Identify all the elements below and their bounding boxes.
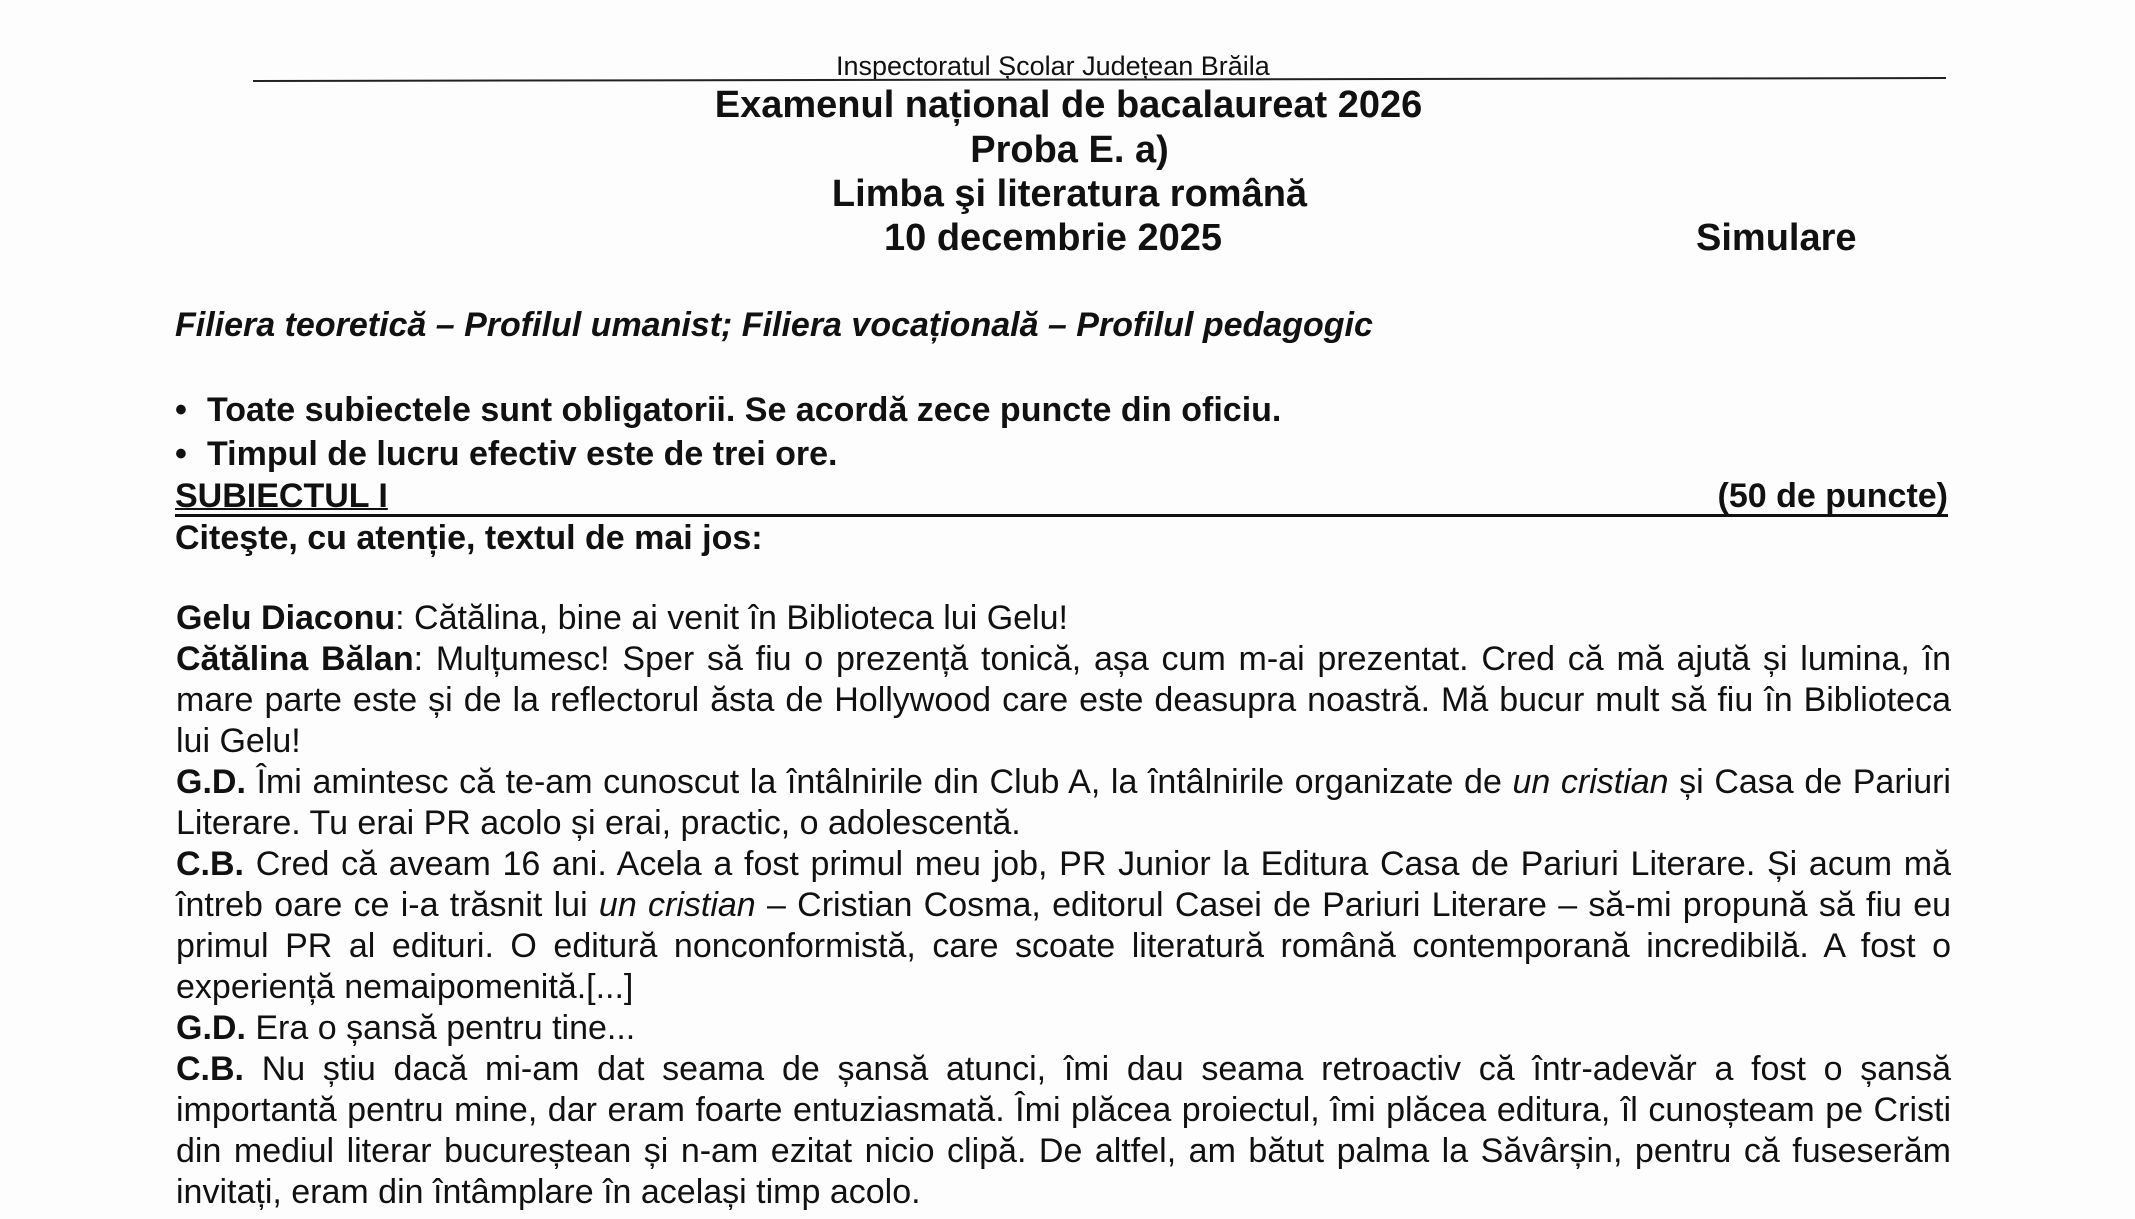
- dialogue-text-part: și Casa de Pariuri Literare. Tu erai PR acolo și erai, practic, o adolescentă.: [176, 763, 1951, 842]
- subject-header: [175, 474, 1948, 517]
- dialogue-text-part: Îmi amintesc că te-am cunoscut la întâlnirile din Club A, la întâlnirile organizate de: [245, 763, 1513, 801]
- exam-date: 10 decembrie 2025: [884, 217, 1223, 259]
- speaker-name: C.B.: [176, 1050, 244, 1088]
- speaker-name: Gelu Diaconu: [176, 599, 396, 637]
- simulation-tag: Simulare: [1696, 217, 1857, 259]
- dialogue-italic-name: un cristian: [598, 886, 756, 924]
- dialogue-line: [176, 1008, 1951, 1049]
- dialogue-line: [176, 639, 1951, 762]
- dialogue-line: [176, 844, 1951, 1008]
- dialogue-text-part: : Cătălina, bine ai venit în Biblioteca lui Gelu!: [395, 599, 1068, 637]
- dialogue-text-part: : Mulțumesc! Sper să fiu o prezență tonică, așa cum m-ai prezentat. Cred că mă ajută și lumina, în mare parte este și de la reflectorul ăsta de Hollywood care este deasupra noastră. Mă bucur mult să fiu în Biblioteca lui Gelu!: [176, 640, 1951, 760]
- dialogue-line: [176, 762, 1951, 844]
- speaker-name: C.B.: [176, 845, 244, 883]
- dialogue-text-part: Nu știu dacă mi-am dat seama de șansă atunci, îmi dau seama retroactiv că într-adevăr a fost o șansă importantă pentru mine, dar eram foarte entuziasmată. Îmi plăcea proiectul, îmi plăcea editura, îl cunoșteam pe Cristi din mediul literar bucureștean și n-am ezitat nicio clipă. De altfel, am bătut palma la Săvârșin, pentru că fuseserăm invitați, eram din întâmplare în același timp acolo.: [176, 1050, 1951, 1211]
- bullet-icon: •: [175, 391, 187, 429]
- exam-proba: Proba E. a): [970, 129, 1169, 171]
- rule-item: [175, 388, 1281, 432]
- rule-text: Timpul de lucru efectiv este de trei ore.: [207, 435, 838, 473]
- subject-points: (50 de puncte): [1717, 477, 1948, 515]
- bullet-icon: •: [175, 435, 187, 473]
- dialogue-text-part: Era o șansă pentru tine...: [245, 1009, 636, 1047]
- reading-instruction: Citeşte, cu atenție, textul de mai jos:: [175, 519, 763, 557]
- dialogue-text: [176, 598, 1951, 1213]
- exam-subject: Limba şi literatura română: [831, 173, 1308, 215]
- subject-label: SUBIECTUL I: [175, 477, 388, 515]
- dialogue-text-part: – Cristian Cosma, editorul Casei de Pariuri Literare – să-mi propună să fiu eu primul PR al edituri. O editură nonconformistă, care scoate literatură română contemporană incredibilă. A fost o experiență nemaipomenită.[...]: [176, 886, 1952, 1006]
- inspectorate-header: Inspectoratul Școlar Județean Brăila: [836, 51, 1270, 81]
- dialogue-line: [176, 1049, 1951, 1213]
- filiera-profile: Filiera teoretică – Profilul umanist; Filiera vocațională – Profilul pedagogic: [175, 306, 1373, 344]
- dialogue-line: [176, 598, 1951, 639]
- rule-text: Toate subiectele sunt obligatorii. Se acordă zece puncte din oficiu.: [207, 391, 1282, 429]
- rules-list: [175, 388, 1281, 476]
- speaker-name: G.D.: [176, 763, 246, 801]
- speaker-name: G.D.: [176, 1009, 246, 1047]
- rule-item: [175, 432, 1281, 476]
- dialogue-text-part: Cred că aveam 16 ani. Acela a fost primul meu job, PR Junior la Editura Casa de Pariuri Literare. Și acum mă întreb oare ce i-a trăsnit lui: [176, 845, 1951, 924]
- dialogue-italic-name: un cristian: [1512, 763, 1669, 801]
- exam-title: Examenul național de bacalaureat 2026: [714, 84, 1423, 126]
- speaker-name: Cătălina Bălan: [176, 640, 414, 678]
